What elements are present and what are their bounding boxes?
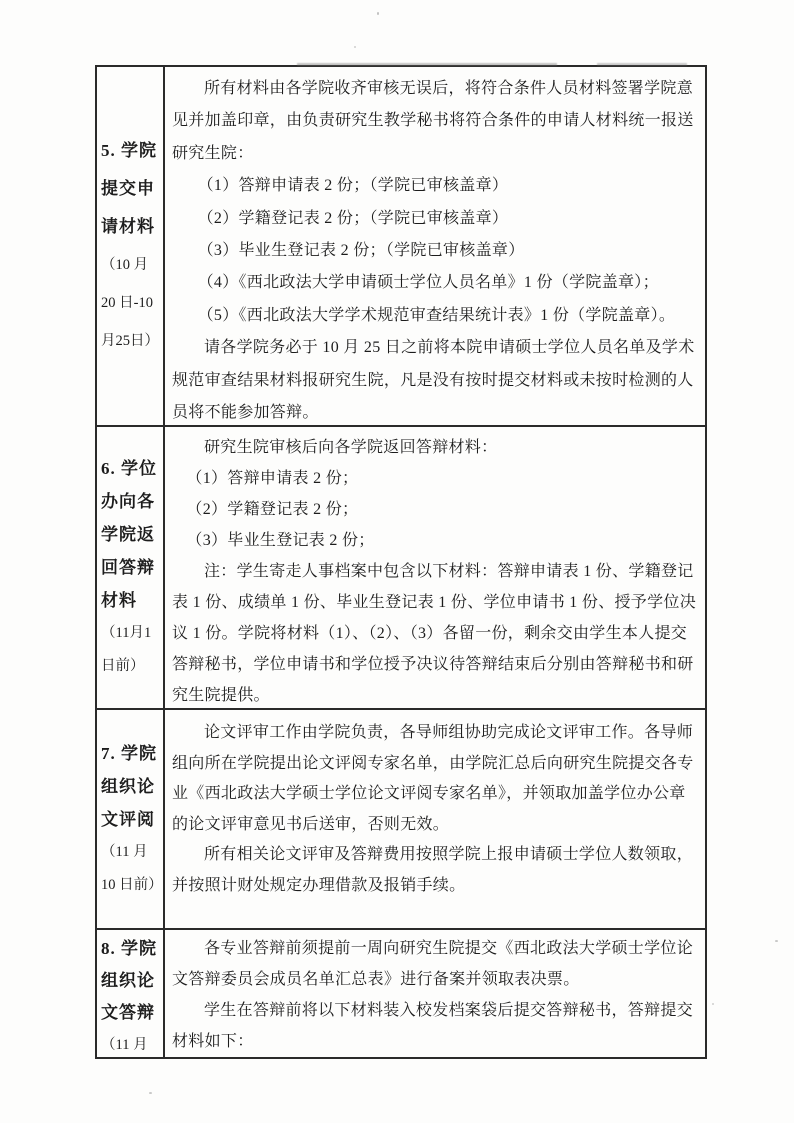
row-label-title-line: 办向各	[101, 492, 155, 511]
paragraph: 各专业答辩前须提前一周向研究生院提交《西北政法大学硕士学位论文答辩委员会成员名单汇总表》进行备案并领取表决票。	[172, 940, 694, 988]
row-label-title-line: 学院返	[101, 525, 155, 544]
row-label-title-line: 8. 学院	[101, 939, 157, 958]
list-item: （5）《西北政法大学学术规范审查结果统计表》1 份（学院盖章）。	[197, 306, 676, 324]
table-row-step-8	[97, 928, 705, 1057]
row-label-title-line: 回答辩	[101, 558, 155, 577]
paragraph: 所有材料由各学院收齐审核无误后，将符合条件人员材料签署学院意见并加盖印章，由负责研究生教学秘书将符合条件的申请人材料统一报送研究生院：	[172, 80, 694, 162]
row-label-date-line: 月25日）	[101, 333, 159, 349]
row-label-date-line: 10 日前）	[101, 876, 163, 893]
row-label-date-line: 日前）	[101, 658, 145, 674]
row-label-title-line: 文评阅	[101, 809, 155, 829]
row-label-date-line: 20 日-10	[101, 295, 153, 311]
row-content-step-5	[165, 67, 705, 425]
list-item: （3）毕业生登记表 2 份；	[186, 532, 375, 549]
list-item: （2）学籍登记表 2 份；（学院已审核盖章）	[197, 209, 509, 227]
row-label-step-7	[97, 710, 165, 928]
scan-speck	[354, 46, 356, 48]
row-label-title-line: 请材料	[101, 217, 155, 236]
row-label-title-line: 7. 学院	[101, 743, 157, 763]
row-label-step-5	[97, 67, 165, 425]
list-item: （3）毕业生登记表 2 份；（学院已审核盖章）	[197, 242, 525, 260]
row-label-date-line: （11 月	[101, 1037, 148, 1053]
scan-speck	[712, 1003, 714, 1005]
row-label-title-line: 组织论	[101, 776, 155, 796]
table-row-step-5	[97, 67, 705, 425]
row-label-title-line: 5. 学院	[101, 141, 157, 160]
list-item: （1）答辩申请表 2 份；（学院已审核盖章）	[197, 177, 509, 195]
paragraph: 研究生院审核后向各学院返回答辩材料：	[204, 439, 498, 456]
row-label-date-line: （11 月	[101, 843, 148, 860]
paragraph: 论文评审工作由学院负责，各导师组协助完成论文评审工作。各导师组向所在学院提出论文评阅专家名单，由学院汇总后向研究生院提交各专业《西北政法大学硕士学位论文评阅专家名单》，并领取加盖学位办公章的论文评审意见书后送审，否则无效。	[172, 724, 694, 833]
row-content-step-7	[165, 710, 705, 928]
row-label-step-6	[97, 427, 165, 708]
row-label-title-line: 提交申	[101, 179, 155, 198]
row-label-title-line: 材料	[101, 591, 137, 610]
row-content-step-6	[165, 427, 705, 708]
scan-speck	[377, 12, 379, 15]
row-label-title-line: 6. 学位	[101, 459, 157, 478]
row-content-step-8	[165, 930, 705, 1057]
paragraph: 请各学院务必于 10 月 25 日之前将本院申请硕士学位人员名单及学术规范审查结果材料报研究生院，凡是没有按时提交材料或未按时检测的人员将不能参加答辩。	[172, 339, 695, 422]
procedure-table	[95, 65, 707, 1059]
paragraph: 所有相关论文评审及答辩费用按照学院上报申请硕士学位人数领取，并按照计财处规定办理借款及报销手续。	[172, 846, 694, 894]
scan-speck	[775, 940, 778, 942]
scan-speck	[149, 1092, 152, 1094]
paragraph: 注：学生寄走人事档案中包含以下材料：答辩申请表 1 份、学籍登记表 1 份、成绩单 1 份、毕业生登记表 1 份、学位申请书 1 份、授予学位决议 1 份。学院将材料（1）、（2）、（3）各留一份，剩余交由学生本人提交答辩秘书，学位申请书和学位授予决议待答辩结束后分别由答辩秘书和研究生院提供。	[172, 563, 697, 704]
row-label-date-line: （10 月	[101, 257, 149, 273]
table-row-step-7	[97, 708, 705, 928]
list-item: （1）答辩申请表 2 份；	[186, 470, 359, 487]
row-label-date-line: （11月1	[101, 625, 152, 641]
row-label-title-line: 文答辩	[101, 1003, 155, 1022]
paragraph: 学生在答辩前将以下材料装入校发档案袋后提交答辩秘书，答辩提交材料如下：	[172, 1002, 694, 1050]
list-item: （4）《西北政法大学申请硕士学位人员名单》1 份（学院盖章）；	[197, 274, 659, 292]
row-label-step-8	[97, 930, 165, 1057]
list-item: （2）学籍登记表 2 份；	[186, 501, 359, 518]
table-row-step-6	[97, 425, 705, 708]
row-label-title-line: 组织论	[101, 971, 155, 990]
